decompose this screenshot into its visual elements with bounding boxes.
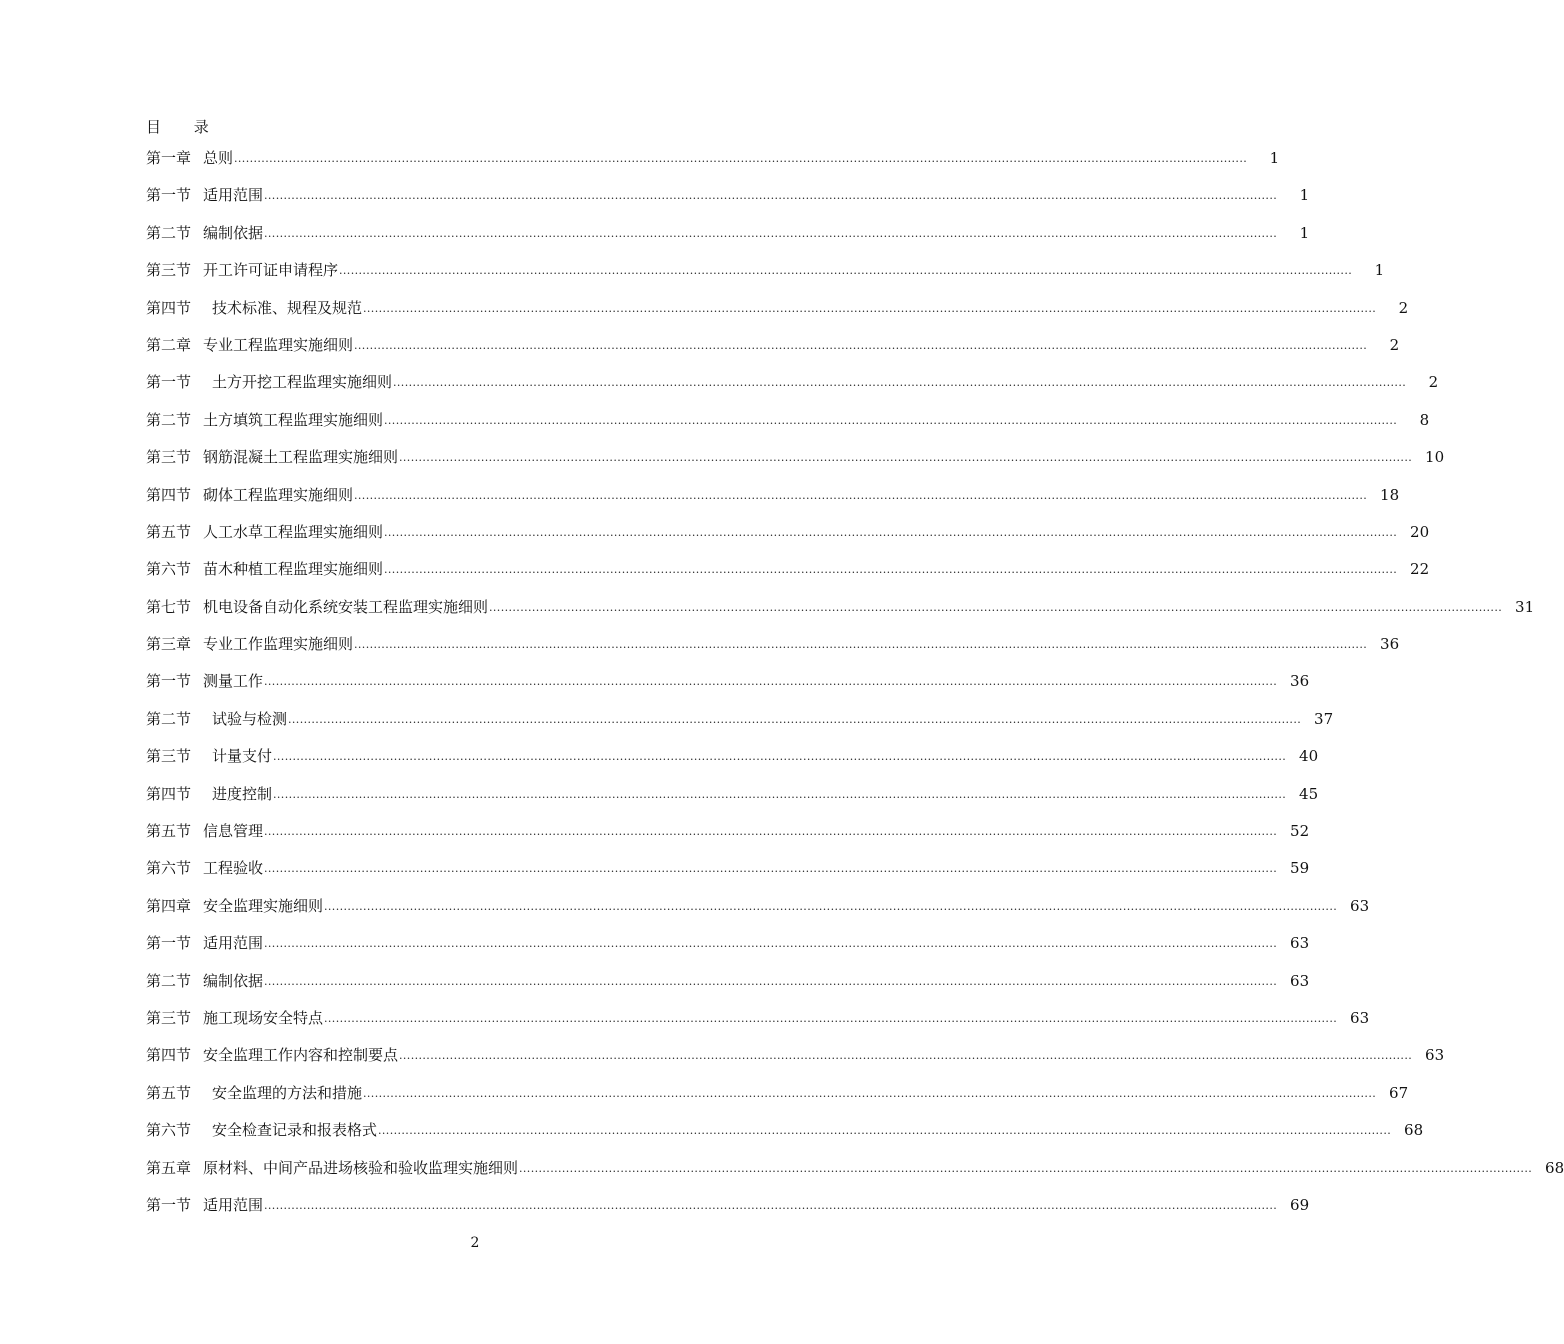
toc-dot-leader: .................................................................................................................................................................................................................................................................... [354,338,1368,352]
toc-entry-title: 砌体工程监理实施细则 [203,485,354,504]
toc-entry[interactable] [146,595,1535,632]
toc-entry-page: 22 [1410,560,1430,579]
toc-entry-number: 第一节 [146,672,192,691]
toc-dot-leader: .................................................................................................................................................................................................................................................................... [354,638,1368,652]
toc-entry-title: 苗木种植工程监理实施细则 [203,560,384,579]
toc-dot-leader: .................................................................................................................................................................................................................................................................... [324,899,1338,913]
toc-entry[interactable] [146,632,1400,669]
toc-dot-leader: .................................................................................................................................................................................................................................................................... [234,152,1248,165]
toc-entry-number: 第三节 [146,1008,192,1027]
toc-entry[interactable] [146,296,1409,333]
toc-dot-leader: .................................................................................................................................................................................................................................................................... [399,451,1413,465]
toc-entry-page: 10 [1425,448,1445,467]
toc-entry-title: 钢筋混凝土工程监理实施细则 [203,448,399,467]
toc-entry-title: 试验与检测 [212,709,288,728]
toc-entry[interactable] [146,744,1319,781]
toc-entry-title: 安全监理实施细则 [203,896,324,915]
toc-entry-page: 63 [1350,896,1370,915]
toc-entry-page: 18 [1380,485,1400,504]
toc-entry-number: 第二章 [146,335,192,354]
toc-entry-page: 2 [1398,298,1409,317]
toc-entry-title: 安全监理工作内容和控制要点 [203,1046,399,1065]
toc-entry-title: 计量支付 [212,747,273,766]
toc-entry-number: 第四节 [146,784,192,803]
toc-entry-page: 68 [1404,1121,1424,1140]
toc-entry-number: 第五节 [146,1083,192,1102]
toc-entry-page: 1 [1269,149,1280,167]
toc-entry-title: 信息管理 [203,822,264,841]
toc-entry-title: 工程验收 [203,859,264,878]
toc-dot-leader: .................................................................................................................................................................................................................................................................... [264,1198,1278,1212]
toc-entry-title: 人工水草工程监理实施细则 [203,522,384,541]
toc-entry-title: 安全检查记录和报表格式 [212,1121,378,1140]
toc-entry-page: 20 [1410,522,1430,541]
toc-entry-page: 2 [1389,335,1400,354]
toc-entry-number: 第五章 [146,1158,192,1177]
toc-entry-page: 1 [1299,186,1310,205]
toc-dot-leader: .................................................................................................................................................................................................................................................................... [264,226,1278,240]
toc-dot-leader: .................................................................................................................................................................................................................................................................... [264,825,1278,839]
toc-entry-title: 原材料、中间产品进场核验和验收监理实施细则 [203,1158,519,1177]
toc-entry[interactable] [146,333,1400,370]
toc-entry[interactable] [146,557,1430,594]
toc-dot-leader: .................................................................................................................................................................................................................................................................... [264,675,1278,689]
toc-dot-leader: .................................................................................................................................................................................................................................................................... [378,1124,1392,1138]
toc-entry-number: 第一节 [146,934,192,953]
toc-entry-number: 第一节 [146,186,192,205]
toc-entry-title: 总则 [203,149,234,167]
toc-dot-leader: .................................................................................................................................................................................................................................................................... [489,600,1503,614]
toc-dot-leader: .................................................................................................................................................................................................................................................................... [264,974,1278,988]
toc-entry[interactable] [146,1006,1370,1043]
toc-dot-leader: .................................................................................................................................................................................................................................................................... [363,301,1377,315]
toc-entry-page: 68 [1545,1158,1564,1177]
toc-entry-title: 施工现场安全特点 [203,1008,324,1027]
toc-entry[interactable] [146,370,1439,407]
toc-entry-page: 63 [1350,1008,1370,1027]
toc-entry[interactable] [146,1156,1564,1193]
toc-entry-page: 63 [1425,1046,1445,1065]
toc-entry[interactable] [146,707,1334,744]
toc-entry-page: 36 [1380,635,1400,654]
toc-entry-page: 8 [1419,410,1430,429]
toc-entry-number: 第五节 [146,522,192,541]
toc-entry[interactable] [146,819,1310,856]
toc-entry-page: 36 [1290,672,1310,691]
toc-entry[interactable] [146,520,1430,557]
toc-entry-page: 59 [1290,859,1310,878]
toc-entry[interactable] [146,856,1310,893]
toc-entry-number: 第四节 [146,485,192,504]
toc-dot-leader: .................................................................................................................................................................................................................................................................... [264,189,1278,203]
toc-entry-number: 第三节 [146,261,192,280]
toc-dot-leader: .................................................................................................................................................................................................................................................................... [363,1086,1377,1100]
toc-entry-number: 第三节 [146,747,192,766]
toc-entry[interactable] [146,183,1310,220]
toc-entry[interactable] [146,408,1430,445]
toc-entry-number: 第二节 [146,971,192,990]
toc-list [146,146,1564,1230]
toc-entry-title: 专业工作监理实施细则 [203,635,354,654]
toc-entry[interactable] [146,146,1280,183]
toc-dot-leader: .................................................................................................................................................................................................................................................................... [339,264,1353,278]
toc-entry-number: 第二节 [146,410,192,429]
toc-dot-leader: .................................................................................................................................................................................................................................................................... [399,1049,1413,1063]
toc-entry[interactable] [146,483,1400,520]
toc-entry-page: 1 [1299,223,1310,242]
toc-entry[interactable] [146,258,1385,295]
toc-entry[interactable] [146,782,1319,819]
toc-entry-number: 第二节 [146,223,192,242]
toc-entry-number: 第六节 [146,560,192,579]
toc-dot-leader: .................................................................................................................................................................................................................................................................... [273,750,1287,764]
toc-entry-page: 63 [1290,934,1310,953]
toc-dot-leader: .................................................................................................................................................................................................................................................................... [384,525,1398,539]
toc-dot-leader: .................................................................................................................................................................................................................................................................... [273,787,1287,801]
toc-entry-title: 测量工作 [203,672,264,691]
toc-entry-number: 第五节 [146,822,192,841]
toc-entry-page: 40 [1299,747,1319,766]
toc-entry[interactable] [146,969,1310,1006]
toc-entry-title: 适用范围 [203,1195,264,1214]
toc-entry-title: 安全监理的方法和措施 [212,1083,363,1102]
toc-entry-page: 2 [1428,373,1439,392]
toc-entry-title: 编制依据 [203,223,264,242]
toc-entry-title: 专业工程监理实施细则 [203,335,354,354]
toc-entry[interactable] [146,1193,1310,1230]
toc-dot-leader: .................................................................................................................................................................................................................................................................... [393,376,1407,390]
toc-title: 目 录 [146,118,223,136]
toc-entry[interactable] [146,1118,1424,1155]
toc-entry[interactable] [146,1081,1409,1118]
toc-entry-page: 69 [1290,1195,1310,1214]
toc-entry-title: 适用范围 [203,934,264,953]
toc-entry-number: 第四节 [146,1046,192,1065]
toc-entry-page: 63 [1290,971,1310,990]
toc-entry-title: 进度控制 [212,784,273,803]
toc-dot-leader: .................................................................................................................................................................................................................................................................... [264,862,1278,876]
toc-entry-title: 适用范围 [203,186,264,205]
toc-entry[interactable] [146,445,1445,482]
toc-entry-title: 土方开挖工程监理实施细则 [212,373,393,392]
toc-dot-leader: .................................................................................................................................................................................................................................................................... [384,563,1398,577]
toc-entry-number: 第四章 [146,896,192,915]
toc-entry-page: 45 [1299,784,1319,803]
toc-dot-leader: .................................................................................................................................................................................................................................................................... [354,488,1368,502]
toc-dot-leader: .................................................................................................................................................................................................................................................................... [384,413,1398,427]
toc-entry-number: 第二节 [146,709,192,728]
toc-entry-title: 机电设备自动化系统安装工程监理实施细则 [203,597,489,616]
toc-entry-number: 第一章 [146,149,192,167]
toc-dot-leader: .................................................................................................................................................................................................................................................................... [324,1011,1338,1025]
toc-entry-number: 第六节 [146,1121,192,1140]
toc-entry[interactable] [146,221,1310,258]
toc-entry[interactable] [146,1043,1445,1080]
toc-entry-number: 第七节 [146,597,192,616]
toc-entry[interactable] [146,894,1370,931]
toc-entry-page: 31 [1515,597,1535,616]
toc-entry-title: 技术标准、规程及规范 [212,298,363,317]
toc-entry-number: 第一节 [146,373,192,392]
toc-dot-leader: .................................................................................................................................................................................................................................................................... [264,937,1278,951]
toc-entry-title: 编制依据 [203,971,264,990]
toc-entry-number: 第一节 [146,1195,192,1214]
toc-entry-number: 第六节 [146,859,192,878]
toc-entry-page: 1 [1374,261,1385,280]
toc-entry-title: 开工许可证申请程序 [203,261,339,280]
toc-dot-leader: .................................................................................................................................................................................................................................................................... [288,712,1302,726]
toc-entry[interactable] [146,931,1310,968]
toc-entry-page: 67 [1389,1083,1409,1102]
toc-dot-leader: .................................................................................................................................................................................................................................................................... [519,1161,1533,1175]
toc-entry-number: 第三节 [146,448,192,467]
toc-entry-number: 第三章 [146,635,192,654]
toc-entry-page: 37 [1314,709,1334,728]
toc-entry[interactable] [146,669,1310,706]
toc-entry-page: 52 [1290,822,1310,841]
toc-entry-number: 第四节 [146,298,192,317]
page-number: 2 [470,1235,480,1251]
toc-entry-title: 土方填筑工程监理实施细则 [203,410,384,429]
